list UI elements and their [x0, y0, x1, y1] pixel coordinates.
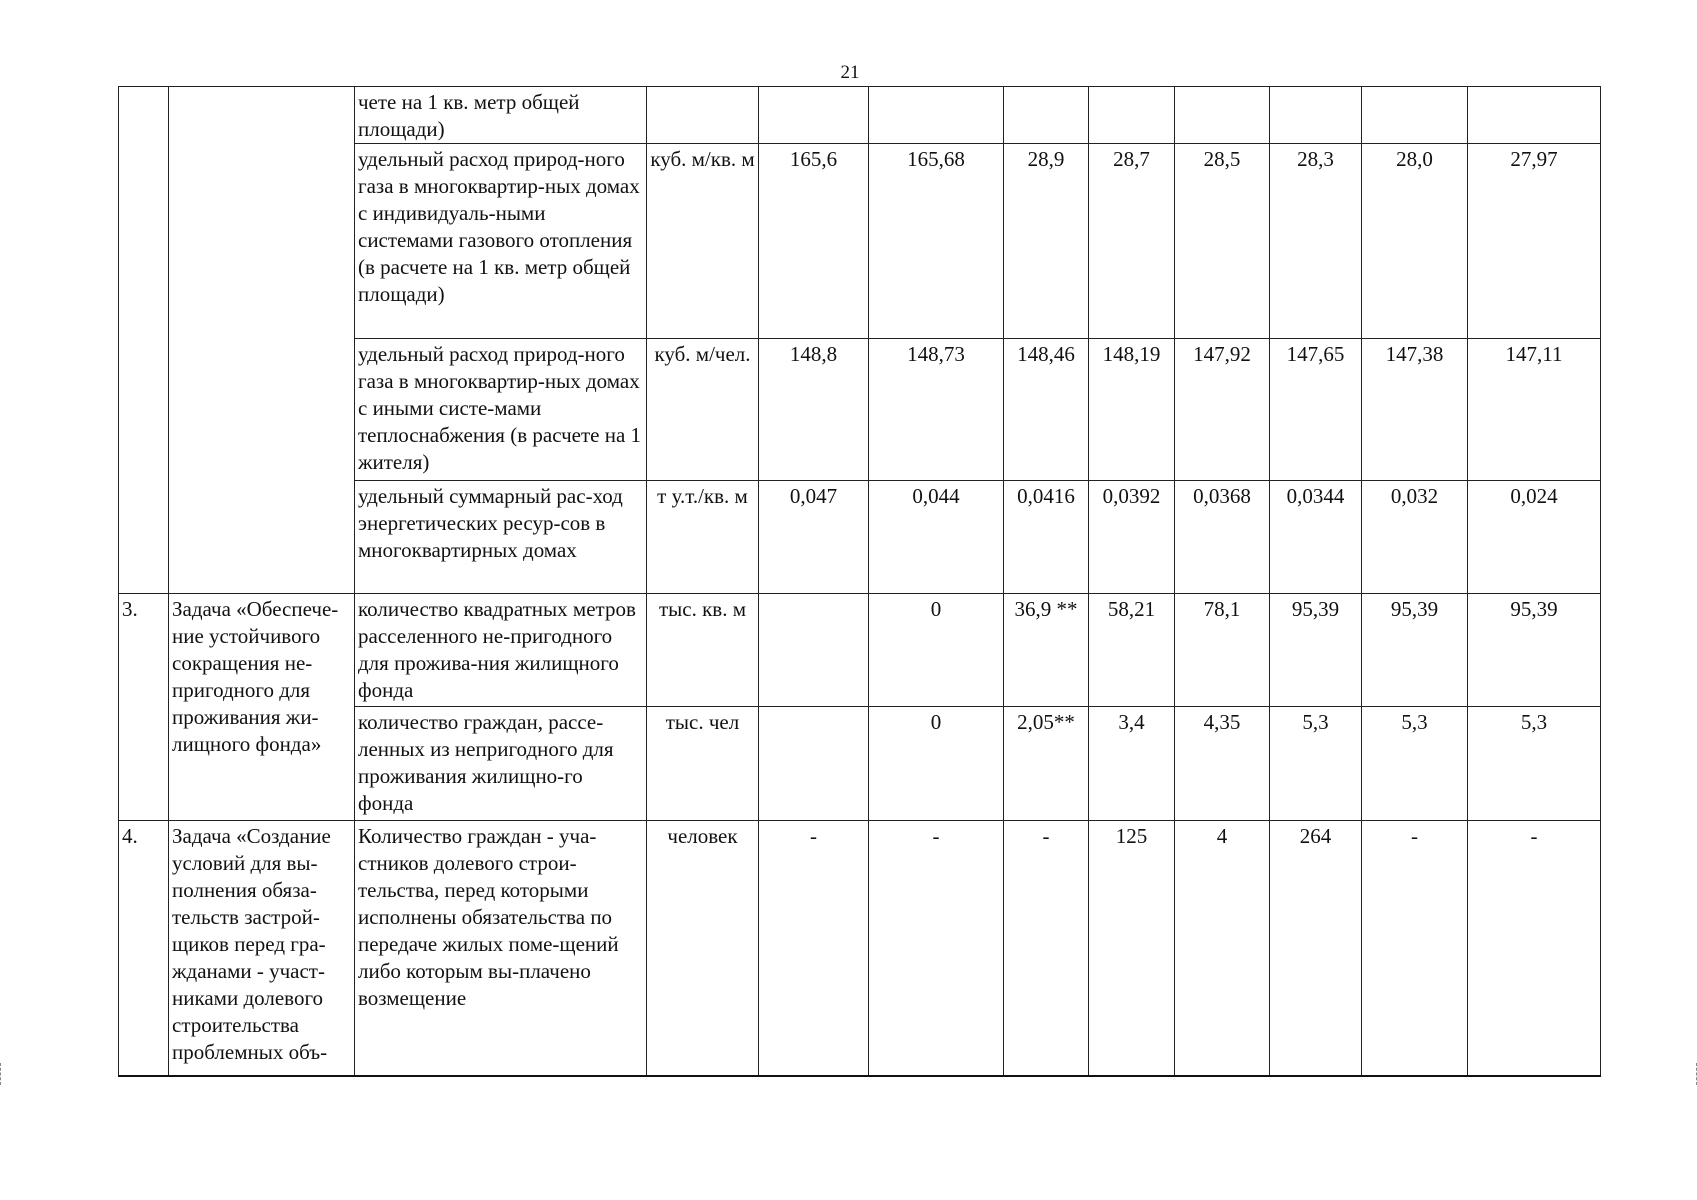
value-cell: 148,46: [1004, 339, 1089, 481]
value-cell: 148,8: [759, 339, 869, 481]
value-cell: -: [1468, 821, 1601, 1076]
value-cell: [759, 594, 869, 707]
value-cell: 165,68: [869, 144, 1004, 339]
value-cell: 0,0344: [1270, 481, 1362, 594]
unit-cell: куб. м/кв. м: [647, 144, 759, 339]
value-cell: 28,5: [1175, 144, 1270, 339]
value-cell: -: [1004, 821, 1089, 1076]
value-cell: 2,05**: [1004, 707, 1089, 821]
value-cell: [1468, 87, 1601, 144]
scan-margin-mark-left: [0, 1063, 7, 1085]
indicator-cell: количество квадратных метров расселенного не-пригодного для прожива-ния жилищного фонда: [355, 594, 647, 707]
value-cell: -: [759, 821, 869, 1076]
indicator-cell: чете на 1 кв. метр общей площади): [355, 87, 647, 144]
value-cell: 28,0: [1362, 144, 1468, 339]
value-cell: 0: [869, 594, 1004, 707]
value-cell: 28,9: [1004, 144, 1089, 339]
value-cell: [1270, 87, 1362, 144]
value-cell: [759, 707, 869, 821]
indicator-cell: Количество граждан - уча-стников долевого строи-тельства, перед которыми исполнены обязательства по передаче жилых поме-щений либо которым вы-плачено возмещение: [355, 821, 647, 1076]
indicators-table: [118, 86, 1601, 1077]
value-cell: [1004, 87, 1089, 144]
unit-cell: куб. м/чел.: [647, 339, 759, 481]
unit-cell: тыс. чел: [647, 707, 759, 821]
value-cell: [869, 87, 1004, 144]
table-row: [119, 87, 1601, 144]
value-cell: [759, 87, 869, 144]
value-cell: 28,3: [1270, 144, 1362, 339]
value-cell: 28,7: [1089, 144, 1175, 339]
row-number-cell: [119, 87, 169, 594]
value-cell: 27,97: [1468, 144, 1601, 339]
value-cell: 148,73: [869, 339, 1004, 481]
indicator-cell: удельный расход природ-ного газа в многоквартир-ных домах с индивидуаль-ными системами газового отопления (в расчете на 1 кв. метр общей площади): [355, 144, 647, 339]
value-cell: 148,19: [1089, 339, 1175, 481]
value-cell: 0,047: [759, 481, 869, 594]
value-cell: 5,3: [1362, 707, 1468, 821]
unit-cell: человек: [647, 821, 759, 1076]
value-cell: [1362, 87, 1468, 144]
scan-margin-mark-right: [1690, 1063, 1697, 1085]
value-cell: [1175, 87, 1270, 144]
unit-cell: [647, 87, 759, 144]
value-cell: 264: [1270, 821, 1362, 1076]
value-cell: 95,39: [1468, 594, 1601, 707]
value-cell: 58,21: [1089, 594, 1175, 707]
value-cell: 0,0392: [1089, 481, 1175, 594]
value-cell: 125: [1089, 821, 1175, 1076]
value-cell: 0,044: [869, 481, 1004, 594]
indicator-cell: удельный расход природ-ного газа в многоквартир-ных домах с иными систе-мами теплоснабжения (в расчете на 1 жителя): [355, 339, 647, 481]
value-cell: [1089, 87, 1175, 144]
value-cell: 147,38: [1362, 339, 1468, 481]
task-cell: Задача «Создание условий для вы-полнения обяза-тельств застрой-щиков перед гра-жданами - участ-никами долевого строительства проблемных объ-: [169, 821, 355, 1076]
value-cell: 147,11: [1468, 339, 1601, 481]
value-cell: 0,0416: [1004, 481, 1089, 594]
indicator-cell: количество граждан, рассе-ленных из непригодного для проживания жилищно-го фонда: [355, 707, 647, 821]
row-number-cell: 3.: [119, 594, 169, 821]
value-cell: 165,6: [759, 144, 869, 339]
value-cell: 95,39: [1362, 594, 1468, 707]
value-cell: 147,92: [1175, 339, 1270, 481]
value-cell: 78,1: [1175, 594, 1270, 707]
value-cell: 0: [869, 707, 1004, 821]
value-cell: 147,65: [1270, 339, 1362, 481]
value-cell: 0,0368: [1175, 481, 1270, 594]
value-cell: 5,3: [1468, 707, 1601, 821]
row-number-cell: 4.: [119, 821, 169, 1076]
value-cell: 36,9 **: [1004, 594, 1089, 707]
value-cell: -: [1362, 821, 1468, 1076]
unit-cell: т у.т./кв. м: [647, 481, 759, 594]
indicator-cell: удельный суммарный рас-ход энергетических ресур-сов в многоквартирных домах: [355, 481, 647, 594]
value-cell: 0,032: [1362, 481, 1468, 594]
value-cell: 95,39: [1270, 594, 1362, 707]
table-row: [119, 594, 1601, 707]
table-row: [119, 821, 1601, 1076]
value-cell: 4,35: [1175, 707, 1270, 821]
unit-cell: тыс. кв. м: [647, 594, 759, 707]
task-cell: Задача «Обеспече-ние устойчивого сокращения не-пригодного для проживания жи-лищного фонда»: [169, 594, 355, 821]
value-cell: 3,4: [1089, 707, 1175, 821]
value-cell: -: [869, 821, 1004, 1076]
page-number: 21: [840, 62, 860, 83]
value-cell: 0,024: [1468, 481, 1601, 594]
value-cell: 5,3: [1270, 707, 1362, 821]
value-cell: 4: [1175, 821, 1270, 1076]
task-cell: [169, 87, 355, 594]
